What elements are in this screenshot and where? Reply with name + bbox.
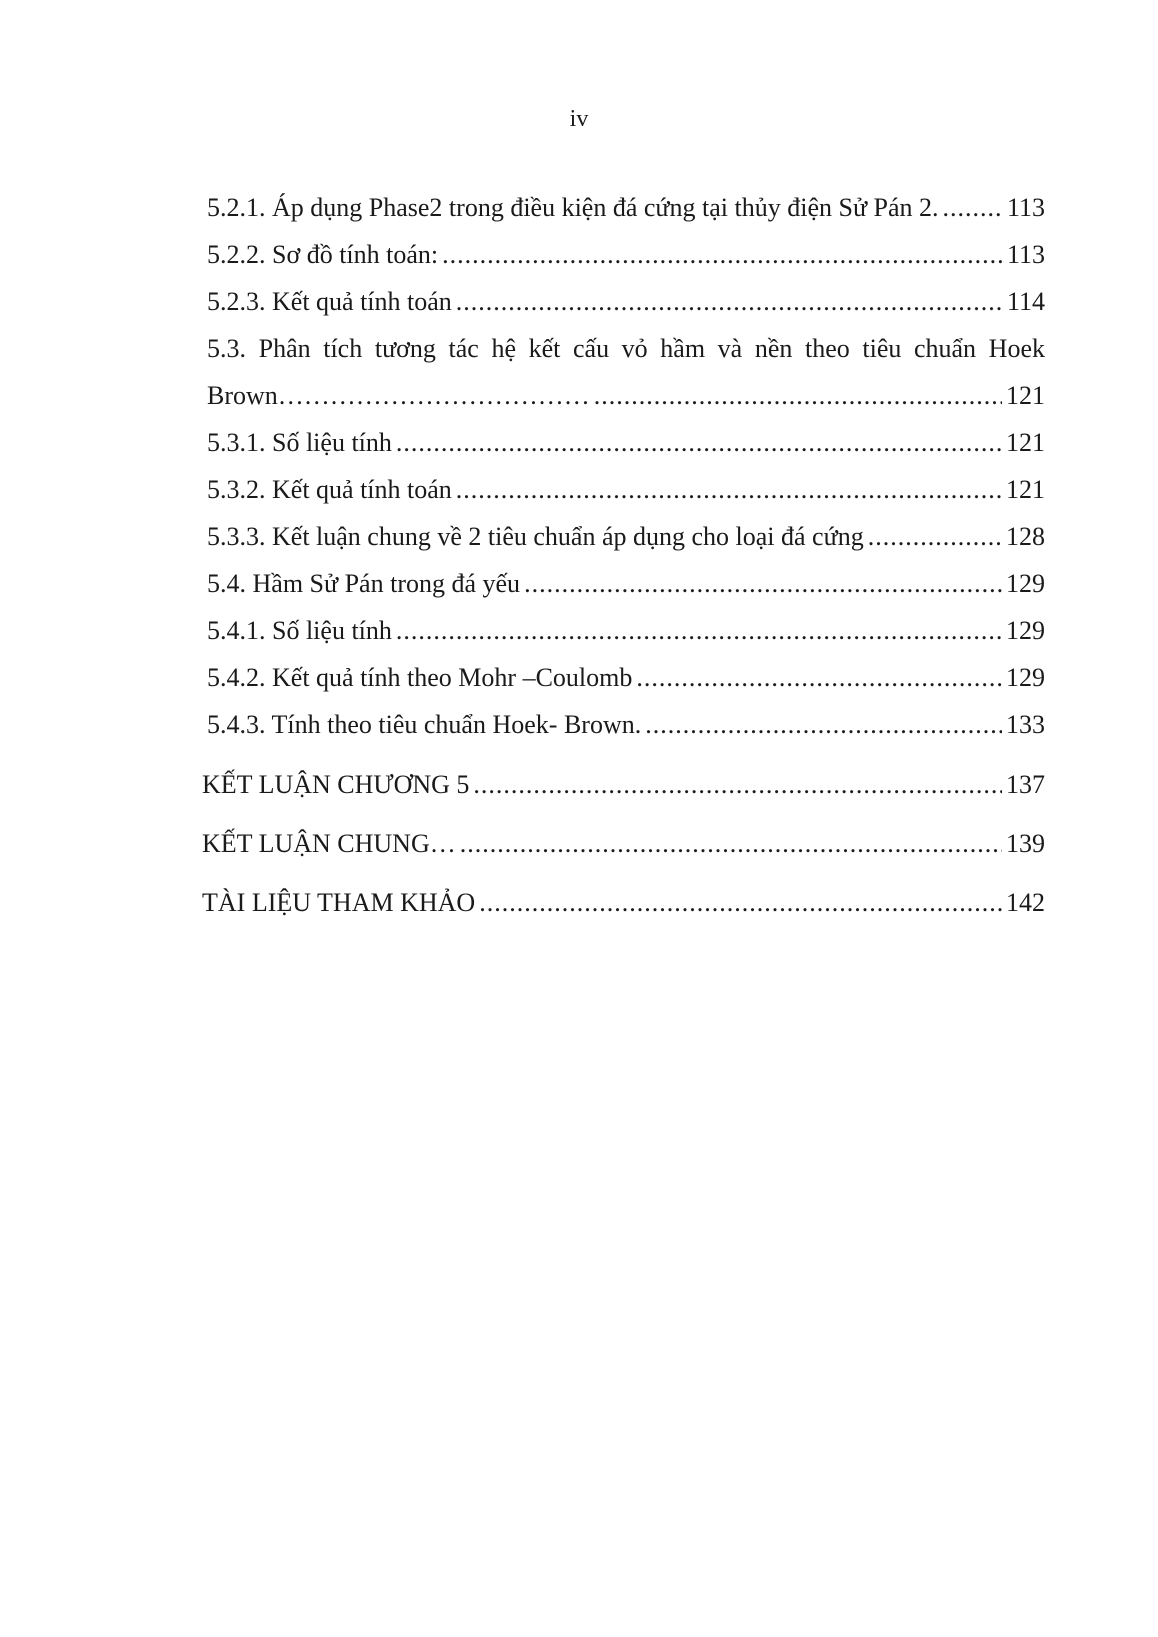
toc-entry-label: 5.4. Hầm Sử Pán trong đá yếu: [207, 569, 521, 598]
toc-entry-label: 5.3.3. Kết luận chung về 2 tiêu chuẩn áp dụng cho loại đá cứng: [207, 522, 864, 551]
toc-entry-page: 128: [1006, 522, 1045, 551]
dot-leader: [396, 427, 1002, 459]
toc-entry-label: TÀI LIỆU THAM KHẢO: [202, 888, 476, 917]
toc-entry-page: 129: [1006, 569, 1045, 598]
toc-entry-label: KẾT LUẬN CHƯƠNG 5: [202, 770, 470, 799]
toc-entry-5-3[interactable]: [207, 380, 1045, 412]
toc-entry-ket-luan-chung[interactable]: [202, 828, 1045, 860]
toc-entry-label: 5.4.3. Tính theo tiêu chuẩn Hoek- Brown.: [207, 710, 642, 739]
toc-entry-label: Brown………………………………: [207, 381, 590, 410]
toc-entry-page: 129: [1006, 663, 1045, 692]
toc-entry-5-2-2[interactable]: [207, 239, 1045, 271]
toc-entry-5-3-2[interactable]: [207, 474, 1045, 506]
dot-leader: [456, 286, 1003, 318]
toc-entry-page: 133: [1006, 710, 1045, 739]
toc-entry-label: 5.3.2. Kết quả tính toán: [207, 475, 452, 504]
toc-entry-page: 114: [1006, 287, 1045, 316]
toc-entry-page: 121: [1006, 428, 1045, 457]
toc-entry-5-4-3[interactable]: [207, 709, 1045, 741]
dot-leader: [396, 615, 1002, 647]
dot-leader: [460, 828, 1002, 860]
toc-entry-label: 5.2.3. Kết quả tính toán: [207, 287, 452, 316]
toc-entry-page: 129: [1006, 616, 1045, 645]
toc-entry-5-3-3[interactable]: [207, 521, 1045, 553]
toc-entry-page: 113: [1006, 240, 1045, 269]
toc-entry-label: 5.4.1. Số liệu tính: [207, 616, 392, 645]
toc-entry-5-3-line1[interactable]: 5.3. Phân tích tương tác hệ kết cấu vỏ hầm và nền theo tiêu chuẩn Hoek: [207, 334, 1045, 363]
toc-entry-5-2-3[interactable]: [207, 286, 1045, 318]
dot-leader: [645, 709, 1002, 741]
dot-leader: [479, 887, 1002, 919]
toc-entry-5-4-1[interactable]: [207, 615, 1045, 647]
toc-entry-5-4[interactable]: [207, 568, 1045, 600]
dot-leader: [868, 521, 1002, 553]
toc-entry-5-2-1[interactable]: [207, 192, 1045, 224]
dot-leader: [636, 662, 1002, 694]
toc-entry-page: 121: [1006, 381, 1045, 410]
toc-entry-page: 121: [1006, 475, 1045, 504]
toc-entry-page: 142: [1006, 888, 1045, 917]
toc-entry-label: 5.3.1. Số liệu tính: [207, 428, 392, 457]
dot-leader: [594, 380, 1002, 412]
toc-entry-5-3-1[interactable]: [207, 427, 1045, 459]
toc-entry-page: 137: [1006, 770, 1045, 799]
dot-leader: [456, 474, 1002, 506]
dot-leader: [473, 769, 1002, 801]
toc-entry-label: 5.2.1. Áp dụng Phase2 trong điều kiện đá cứng tại thủy điện Sử Pán 2.: [207, 193, 939, 222]
dot-leader: [943, 192, 1003, 224]
dot-leader: [524, 568, 1002, 600]
page-number: iv: [569, 106, 589, 132]
toc-entry-page: 139: [1006, 829, 1045, 858]
toc-entry-label: 5.4.2. Kết quả tính theo Mohr –Coulomb: [207, 663, 633, 692]
toc-entry-ket-luan-chuong-5[interactable]: [202, 769, 1045, 801]
toc-entry-label: KẾT LUẬN CHUNG…: [202, 829, 456, 858]
toc-entry-page: 113: [1006, 193, 1045, 222]
toc-entry-tai-lieu-tham-khao[interactable]: [202, 887, 1045, 919]
toc-entry-label: 5.2.2. Sơ đồ tính toán:: [207, 240, 439, 269]
dot-leader: [442, 239, 1003, 271]
toc-entry-5-4-2[interactable]: [207, 662, 1045, 694]
